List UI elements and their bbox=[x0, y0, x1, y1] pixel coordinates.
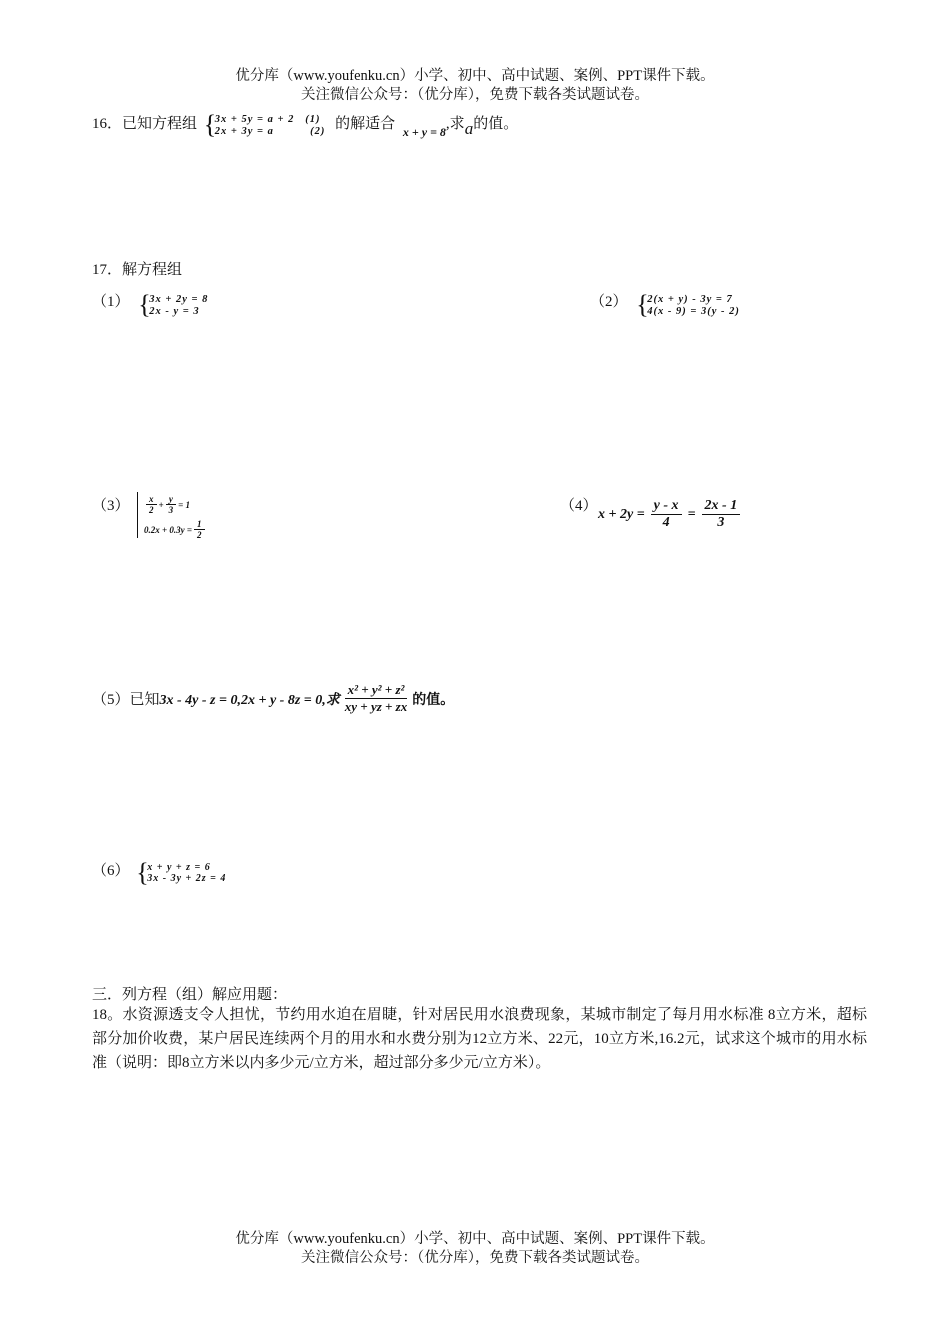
q17-p1-label: （1） bbox=[92, 294, 130, 310]
q17-p2-label: （2） bbox=[590, 294, 628, 310]
q17-p4-lhs: x + 2y = bbox=[598, 506, 645, 522]
page-header bbox=[0, 67, 950, 105]
q17-p3-eq1-a-num: x bbox=[146, 494, 157, 505]
q16-eq1: { 3x + 5y = a + 2 (1) bbox=[214, 114, 321, 125]
q17-part-4 bbox=[560, 494, 738, 530]
q17-p3-eq1-rhs: = 1 bbox=[178, 499, 191, 510]
q16-mid: 的解适合 bbox=[335, 116, 396, 132]
question-17-title: 17．解方程组 bbox=[92, 262, 183, 278]
q17-p5-num: x² + y² + z² bbox=[345, 682, 408, 699]
question-18: 18。水资源透支令人担忧，节约用水迫在眉睫，针对居民用水浪费现象，某城市制定了每月用水标准 8立方米，超标部分加价收费，某户居民连续两个月的用水和水费分别为12立方米、22元，10立方米,16.2元，试求这个城市的用水标准（说明：即8立方米以内多少元/立方米，超过部分多少元/立方米）。 bbox=[92, 1007, 867, 1071]
q17-p5-suffix: 的值。 bbox=[412, 692, 455, 708]
q17-p1-eq2: 2x - y = 3 bbox=[149, 306, 200, 317]
q17-p5-den: xy + yz + zx bbox=[344, 699, 408, 714]
q17-p3-system bbox=[144, 494, 207, 540]
q17-p6-system bbox=[137, 862, 226, 884]
q16-prefix: 16．已知方程组 bbox=[92, 116, 198, 132]
q17-p3-eq1-plus: + bbox=[158, 499, 164, 510]
q17-p3-label: （3） bbox=[92, 498, 130, 514]
q17-p6-eq1: { x + y + z = 6 bbox=[147, 862, 211, 873]
footer-line-1: 优分库（www.youfenku.cn）小学、初中、高中试题、案例、PPT课件下载。 bbox=[235, 1231, 715, 1247]
q17-p4-f1-den: 4 bbox=[662, 515, 670, 530]
q16-var: a bbox=[464, 119, 474, 138]
header-line-1: 优分库（www.youfenku.cn）小学、初中、高中试题、案例、PPT课件下载。 bbox=[235, 68, 715, 84]
q17-p3-eq2-lhs: 0.2x + 0.3y = bbox=[144, 524, 193, 535]
q17-p5-given: 3x - 4y - z = 0,2x + y - 8z = 0,求 bbox=[159, 692, 340, 708]
page-footer bbox=[0, 1230, 950, 1268]
q17-p2-system bbox=[637, 294, 740, 318]
q17-p3-brace bbox=[137, 492, 138, 538]
section-3-title: 三．列方程（组）解应用题： bbox=[92, 987, 288, 1003]
q17-p6-eq2: 3x - 3y + 2z = 4 bbox=[147, 873, 227, 884]
q17-p3-eq1-a-den: 2 bbox=[149, 505, 154, 515]
q16-suffix: 的值。 bbox=[473, 116, 519, 132]
q17-part-5 bbox=[92, 682, 454, 715]
q17-p6-label: （6） bbox=[92, 863, 130, 879]
q17-p3-eq2-num: 1 bbox=[194, 519, 205, 530]
q17-p1-system bbox=[139, 294, 208, 318]
header-line-2: 关注微信公众号：（优分库），免费下载各类试题试卷。 bbox=[301, 87, 649, 103]
q17-part-1 bbox=[92, 286, 209, 317]
q17-p1-eq1: { 3x + 2y = 8 bbox=[149, 294, 209, 305]
q17-p3-eq1-b-num: y bbox=[166, 494, 176, 505]
q17-part-2 bbox=[590, 286, 740, 317]
q17-part-6 bbox=[92, 856, 227, 884]
q17-p4-equation bbox=[598, 498, 746, 531]
q16-eq2: 2x + 3y = a (2) bbox=[214, 126, 326, 137]
q17-part-3 bbox=[92, 494, 202, 540]
q16-condition: x + y = 8 bbox=[402, 125, 446, 139]
q17-p4-label: （4） bbox=[560, 498, 598, 514]
q17-p3-eq2-den: 2 bbox=[197, 530, 202, 540]
q16-system bbox=[205, 114, 326, 138]
q17-p5-label: （5）已知 bbox=[92, 692, 160, 708]
footer-line-2: 关注微信公众号：（优分库），免费下载各类试题试卷。 bbox=[301, 1250, 649, 1266]
question-16 bbox=[92, 108, 519, 139]
q17-p4-f2-num: 2x - 1 bbox=[702, 498, 741, 515]
q17-p4-f2-den: 3 bbox=[717, 515, 725, 530]
q17-p2-eq2: 4(x - 9) = 3(y - 2) bbox=[647, 306, 740, 317]
q17-p2-eq1: { 2(x + y) - 3y = 7 bbox=[647, 294, 733, 305]
q17-p4-eq: = bbox=[687, 506, 696, 522]
q16-ask: ,求 bbox=[445, 116, 465, 132]
q17-p4-f1-num: y - x bbox=[651, 498, 682, 515]
q17-p3-eq1-b-den: 3 bbox=[168, 505, 174, 515]
